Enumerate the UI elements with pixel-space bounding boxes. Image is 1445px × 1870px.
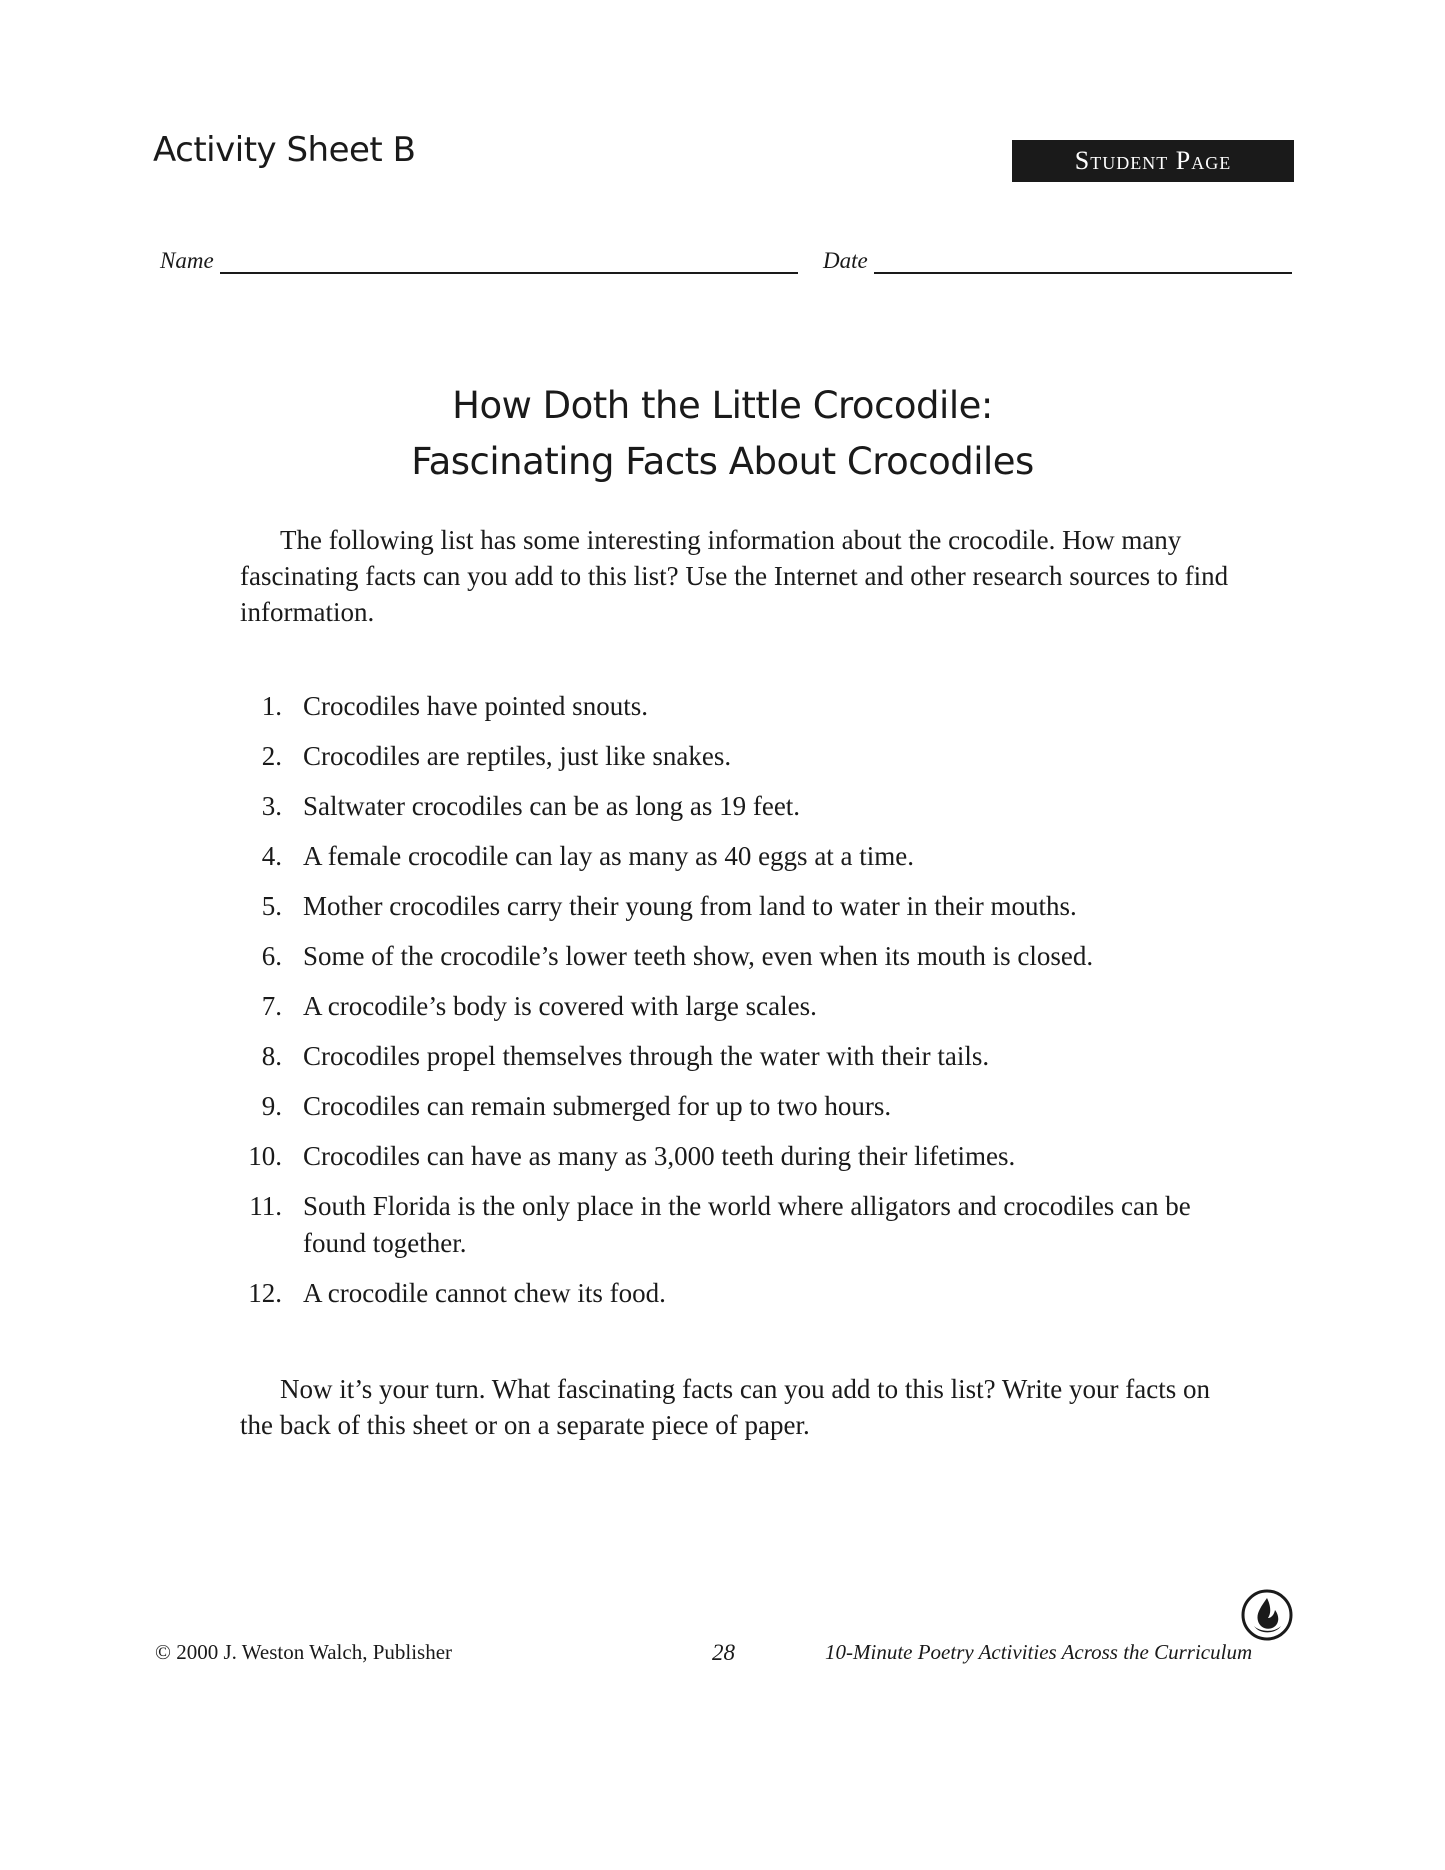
fact-number: 9. [261, 1091, 282, 1121]
student-page-badge: Student Page [1012, 140, 1294, 182]
fact-text: Crocodiles have pointed snouts. [303, 691, 648, 721]
footer-page-number: 28 [712, 1640, 735, 1665]
list-item [232, 1275, 1232, 1312]
fact-number: 8. [261, 1041, 282, 1071]
list-item [232, 938, 1232, 975]
fact-number: 3. [261, 791, 282, 821]
title-line-2: Fascinating Facts About Crocodiles [411, 440, 1034, 483]
sheet-label: Activity Sheet B [153, 130, 416, 170]
fact-text: Crocodiles can remain submerged for up to two hours. [303, 1091, 892, 1121]
list-item [232, 988, 1232, 1025]
list-item [232, 838, 1232, 875]
name-field[interactable] [160, 248, 798, 274]
list-item [232, 1038, 1232, 1075]
list-item [232, 1088, 1232, 1125]
date-field[interactable] [823, 248, 1292, 274]
fact-number: 6. [261, 941, 282, 971]
fact-text: Crocodiles propel themselves through the water with their tails. [303, 1041, 990, 1071]
list-item [232, 1188, 1232, 1262]
fact-text: South Florida is the only place in the world where alligators and crocodiles can be found together. [303, 1191, 1191, 1258]
fact-number: 7. [261, 991, 282, 1021]
page-title [0, 378, 1445, 490]
footer-copyright: © 2000 J. Weston Walch, Publisher [155, 1640, 453, 1664]
fact-text: A crocodile’s body is covered with large scales. [303, 991, 817, 1021]
fact-number: 4. [261, 841, 282, 871]
list-item [232, 888, 1232, 925]
fact-text: Mother crocodiles carry their young from land to water in their mouths. [303, 891, 1077, 921]
fact-number: 11. [249, 1191, 282, 1221]
fact-text: A female crocodile can lay as many as 40 eggs at a time. [303, 841, 915, 871]
fact-number: 12. [248, 1278, 282, 1308]
list-item [232, 788, 1232, 825]
fact-number: 5. [261, 891, 282, 921]
list-item [232, 738, 1232, 775]
fact-number: 1. [261, 691, 282, 721]
facts-list [232, 688, 1232, 1325]
fact-text: Crocodiles can have as many as 3,000 teeth during their lifetimes. [303, 1141, 1016, 1171]
fact-text: Some of the crocodile’s lower teeth show, even when its mouth is closed. [303, 941, 1094, 971]
flame-logo-icon [1240, 1588, 1294, 1642]
name-label: Name [160, 248, 214, 273]
date-blank-line[interactable] [874, 250, 1292, 274]
intro-paragraph: The following list has some interesting information about the crocodile. How many fascinating facts can you add to this list? Use the Internet and other research sources to find information. [240, 525, 1229, 627]
list-item [232, 688, 1232, 725]
fact-number: 10. [248, 1141, 282, 1171]
name-blank-line[interactable] [220, 250, 798, 274]
fact-text: Crocodiles are reptiles, just like snakes. [303, 741, 732, 771]
fact-number: 2. [261, 741, 282, 771]
title-line-1: How Doth the Little Crocodile: [452, 384, 993, 427]
list-item [232, 1138, 1232, 1175]
date-label: Date [823, 248, 868, 273]
fact-text: A crocodile cannot chew its food. [303, 1278, 666, 1308]
fact-text: Saltwater crocodiles can be as long as 19 feet. [303, 791, 801, 821]
footer-book-title: 10-Minute Poetry Activities Across the Curriculum [825, 1640, 1253, 1664]
closing-paragraph: Now it’s your turn. What fascinating facts can you add to this list? Write your facts on the back of this sheet or on a separate piece of paper. [240, 1374, 1210, 1440]
